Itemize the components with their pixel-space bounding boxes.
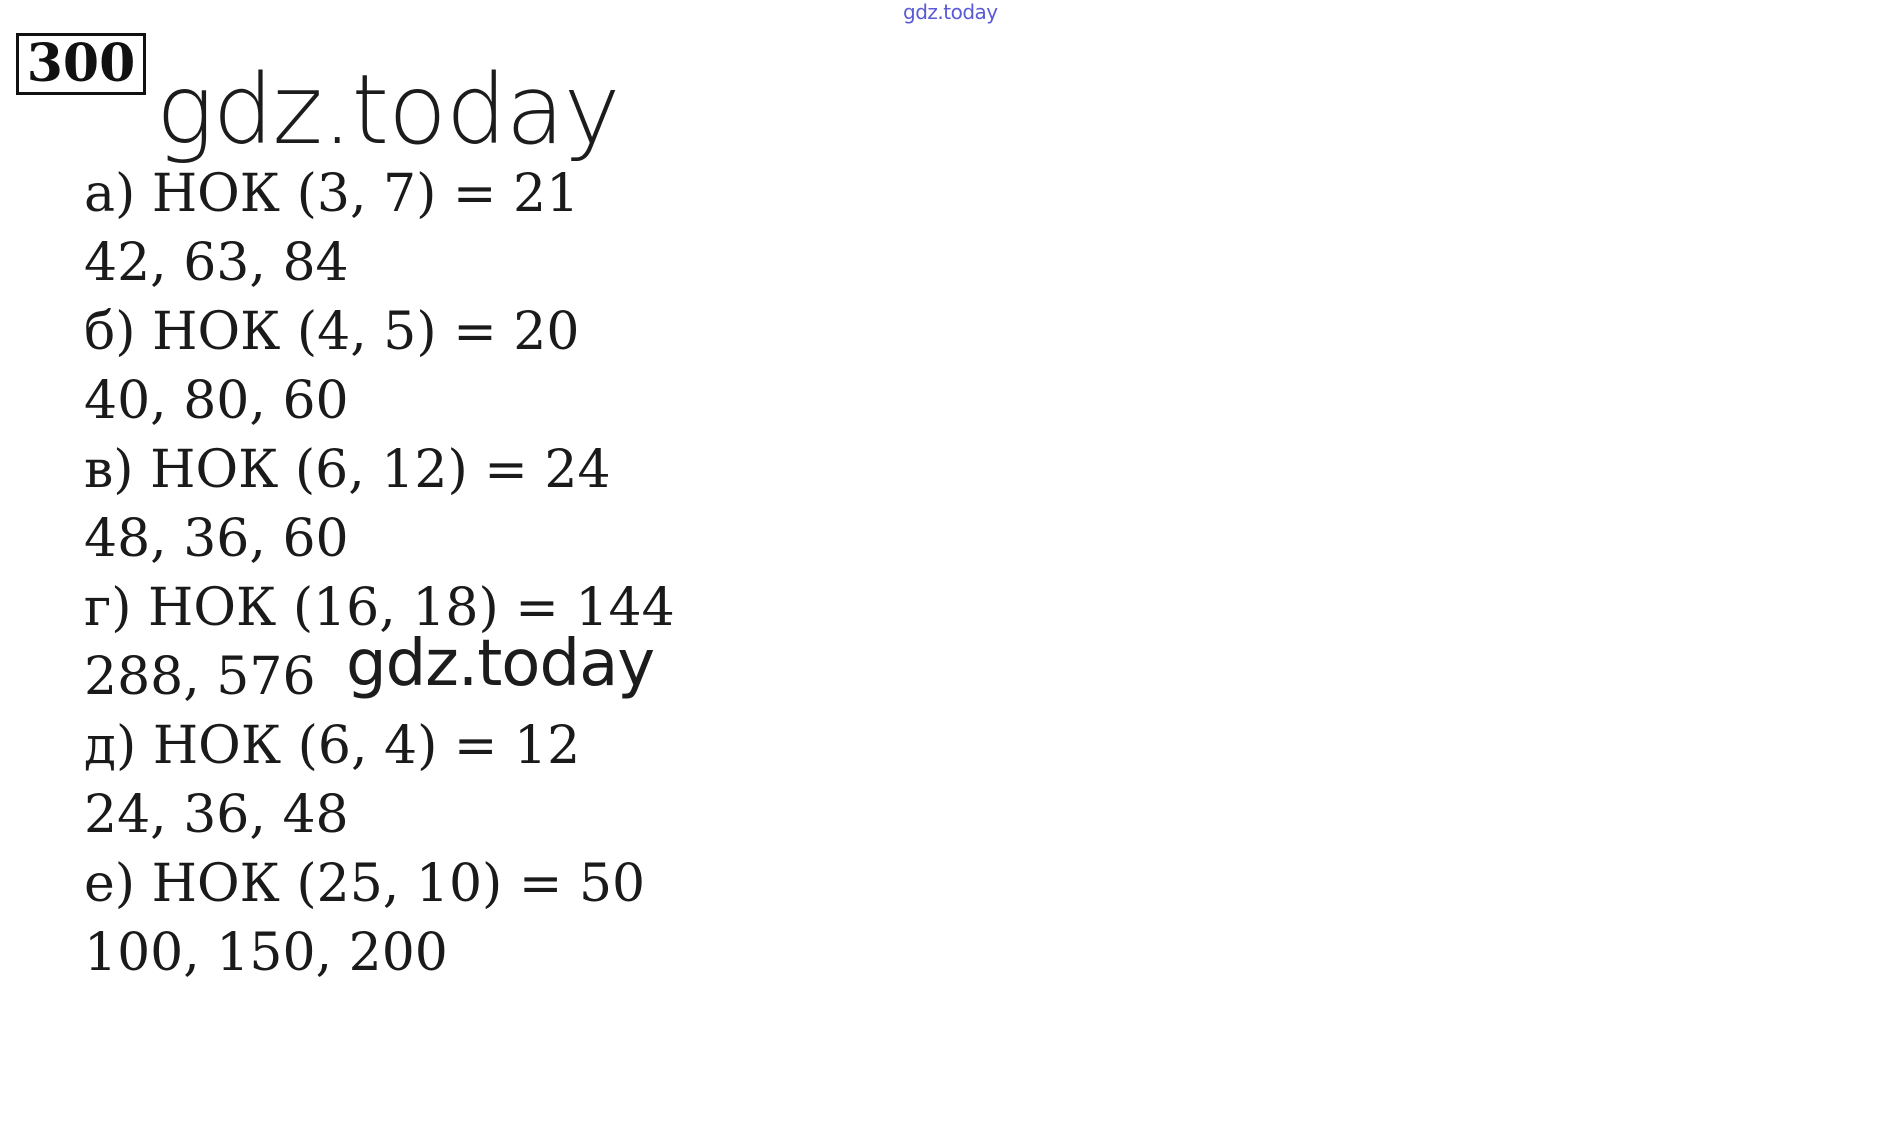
solution-line-d-multiples: 24, 36, 48 — [84, 785, 349, 845]
watermark-middle: gdz.today — [346, 627, 655, 701]
solution-line-a: а) НОК (3, 7) = 21 — [84, 164, 580, 224]
problem-number: 300 — [16, 33, 146, 95]
watermark-top: gdz.today — [903, 0, 998, 24]
solution-line-d: д) НОК (6, 4) = 12 — [84, 716, 581, 776]
solution-line-b-multiples: 40, 80, 60 — [84, 371, 349, 431]
solution-line-e-multiples: 100, 150, 200 — [84, 923, 448, 983]
solution-line-v: в) НОК (6, 12) = 24 — [84, 440, 611, 500]
solution-list — [84, 160, 675, 988]
watermark-large: gdz.today — [156, 54, 620, 166]
solution-line-a-multiples: 42, 63, 84 — [84, 233, 349, 293]
solution-line-g-multiples: 288, 576 — [84, 647, 316, 707]
solution-line-b: б) НОК (4, 5) = 20 — [84, 302, 580, 362]
solution-line-v-multiples: 48, 36, 60 — [84, 509, 349, 569]
solution-line-g: г) НОК (16, 18) = 144 — [84, 578, 675, 638]
solution-line-e: е) НОК (25, 10) = 50 — [84, 854, 646, 914]
